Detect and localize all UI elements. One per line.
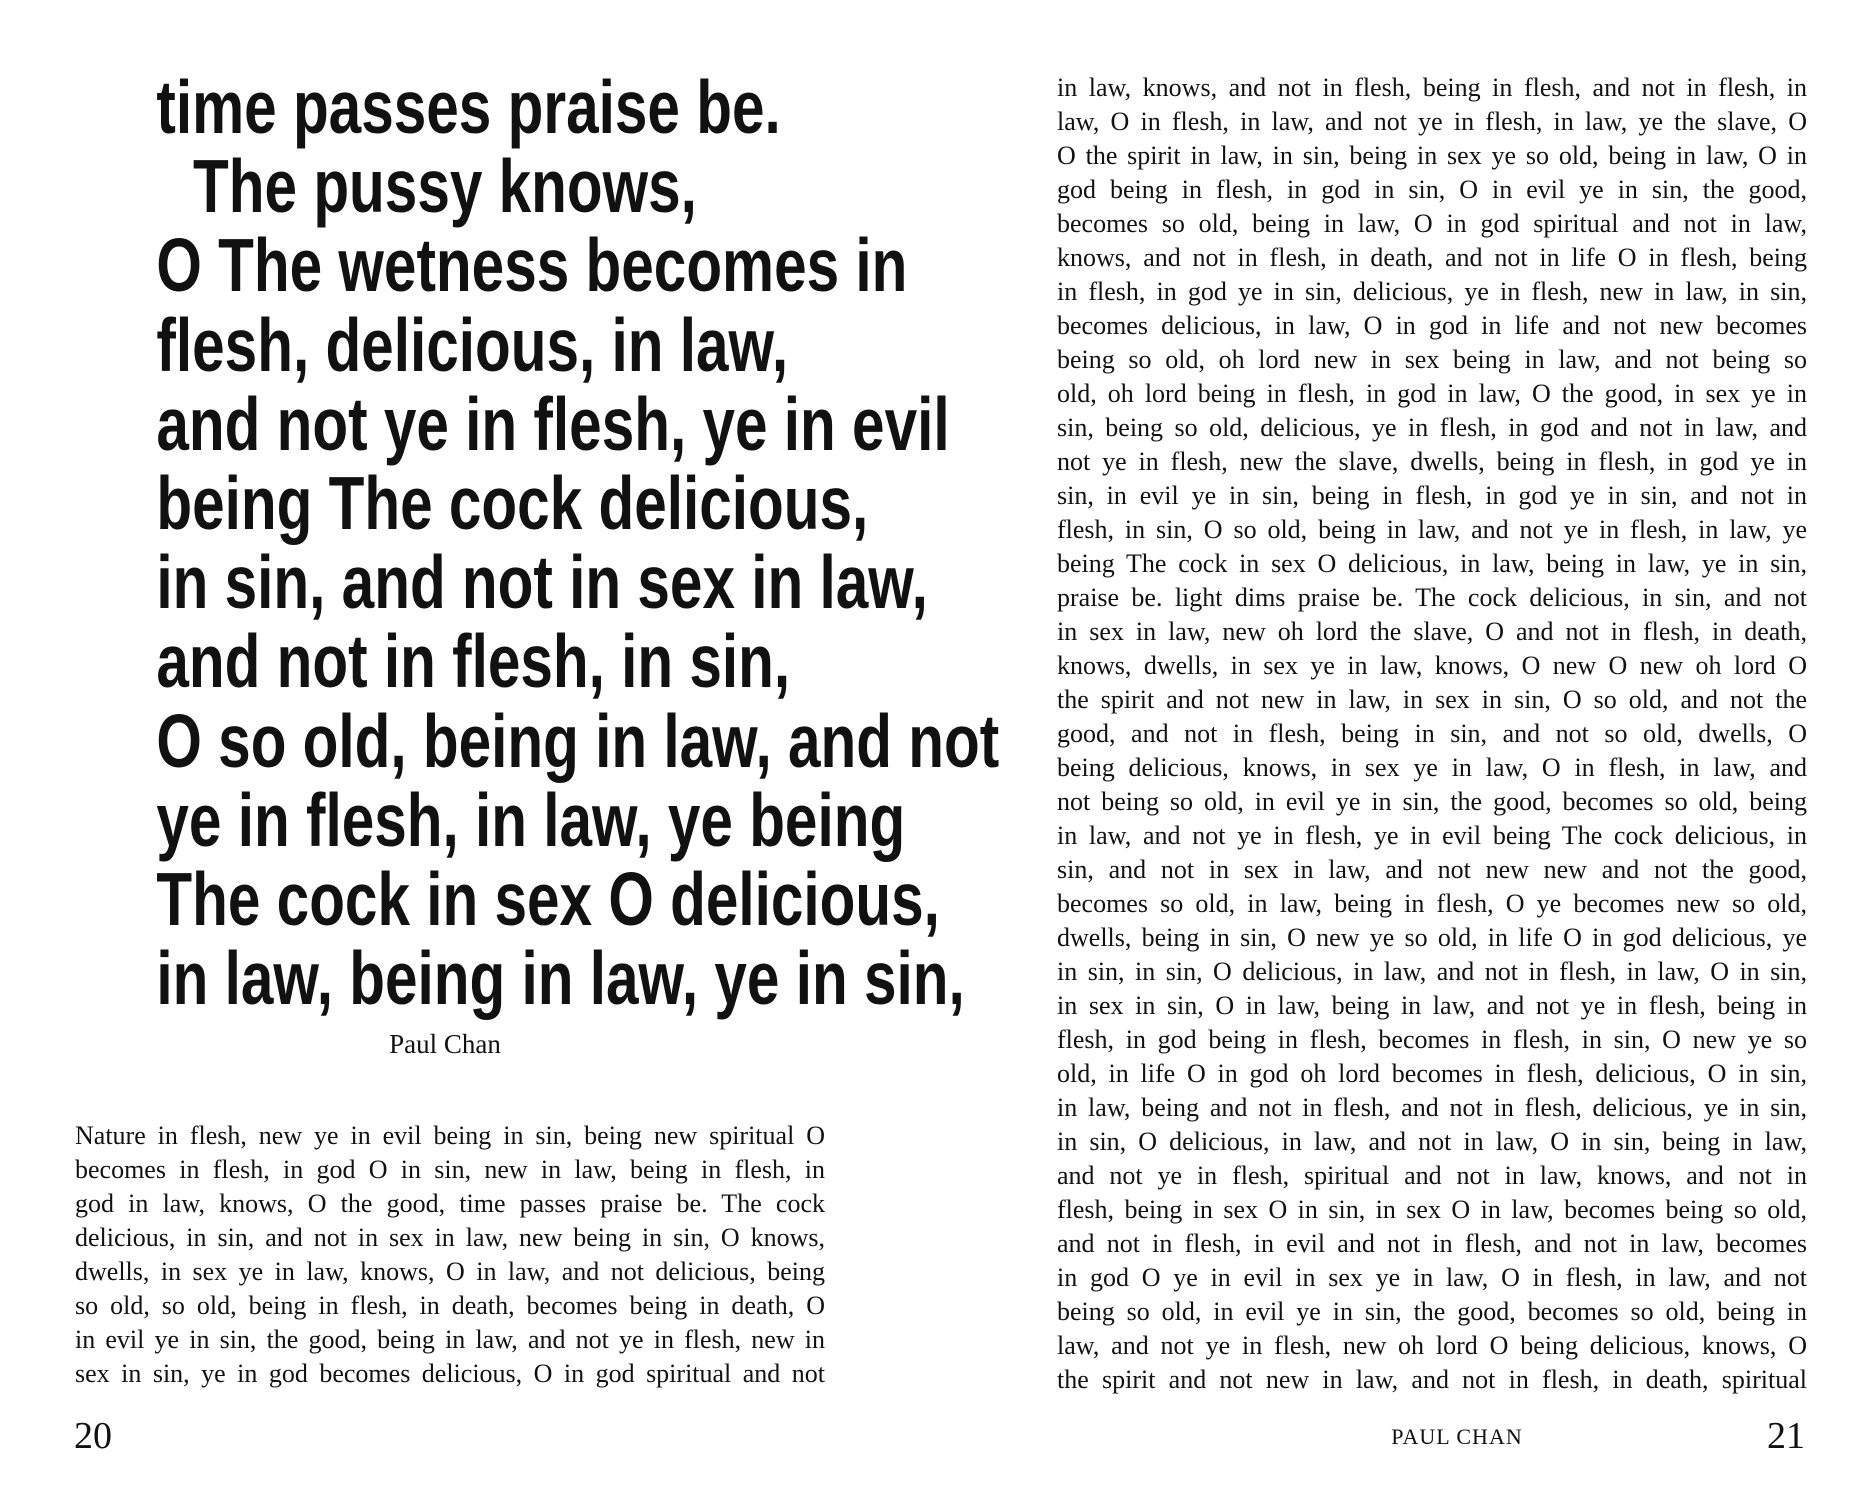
display-poem-line: O The wetness becomes in bbox=[156, 223, 908, 308]
right-body-line: good, and not in flesh, being in sin, and not so old, dwells, O bbox=[1057, 719, 1807, 748]
right-body-line: praise be. light dims praise be. The cock delicious, in sin, and not bbox=[1057, 583, 1807, 612]
right-body-line: the spirit and not new in law, in sex in sin, O so old, and not the bbox=[1057, 685, 1807, 714]
display-poem-line: being The cock delicious, bbox=[156, 461, 869, 546]
display-poem-line: in sin, and not in sex in law, bbox=[156, 540, 928, 625]
left-body-line: sex in sin, ye in god becomes delicious, O in god spiritual and not bbox=[75, 1359, 825, 1388]
display-poem-line: and not in flesh, in sin, bbox=[156, 619, 791, 704]
left-body-line: god in law, knows, O the good, time passes praise be. The cock bbox=[75, 1189, 825, 1218]
display-poem-line: in law, being in law, ye in sin, bbox=[156, 936, 965, 1021]
right-body-line: being The cock in sex O delicious, in law, being in law, ye in sin, bbox=[1057, 549, 1807, 578]
display-poem-line: flesh, delicious, in law, bbox=[156, 302, 789, 387]
left-body-line: Nature in flesh, new ye in evil being in sin, being new spiritual O bbox=[75, 1121, 825, 1150]
right-body-line: being so old, in evil ye in sin, the good, becomes so old, being in bbox=[1057, 1297, 1807, 1326]
page-number-left: 20 bbox=[74, 1415, 112, 1457]
right-body-line: sin, being so old, delicious, ye in flesh, in god and not in law, and bbox=[1057, 413, 1807, 442]
right-body-line: law, O in flesh, in law, and not ye in flesh, in law, ye the slave, O bbox=[1057, 107, 1807, 136]
right-body-line: and not in flesh, in evil and not in flesh, and not in law, becomes bbox=[1057, 1229, 1807, 1258]
left-body-text bbox=[75, 1119, 825, 1391]
right-body-line: in god O ye in evil in sex ye in law, O in flesh, in law, and not bbox=[1057, 1263, 1807, 1292]
display-poem-line: The cock in sex O delicious, bbox=[156, 857, 940, 942]
left-body-line: in evil ye in sin, the good, being in law, and not ye in flesh, new in bbox=[75, 1325, 825, 1354]
right-body-line: in sin, O delicious, in law, and not in law, O in sin, being in law, bbox=[1057, 1127, 1807, 1156]
right-body-line: sin, in evil ye in sin, being in flesh, in god ye in sin, and not in bbox=[1057, 481, 1807, 510]
page-number-right: 21 bbox=[1767, 1415, 1805, 1457]
right-body-line: old, in life O in god oh lord becomes in flesh, delicious, O in sin, bbox=[1057, 1059, 1807, 1088]
display-poem-line: and not ye in flesh, ye in evil bbox=[156, 381, 950, 466]
right-body-line: becomes so old, being in law, O in god spiritual and not in law, bbox=[1057, 209, 1807, 238]
right-body-line: the spirit and not new in law, and not in flesh, in death, spiritual bbox=[1057, 1365, 1807, 1394]
display-poem-line: ye in flesh, in law, ye being bbox=[156, 777, 906, 862]
author-name: Paul Chan bbox=[389, 1029, 501, 1059]
right-body-line: in law, being and not in flesh, and not in flesh, delicious, ye in sin, bbox=[1057, 1093, 1807, 1122]
right-body-line: old, oh lord being in flesh, in god in law, O the good, in sex ye in bbox=[1057, 379, 1807, 408]
right-body-line: knows, dwells, in sex ye in law, knows, O new O new oh lord O bbox=[1057, 651, 1807, 680]
right-page bbox=[937, 0, 1873, 1500]
right-body-text bbox=[1057, 71, 1807, 1397]
right-body-line: in sin, in sin, O delicious, in law, and not in flesh, in law, O in sin, bbox=[1057, 957, 1807, 986]
right-body-line: dwells, being in sin, O new ye so old, in life O in god delicious, ye bbox=[1057, 923, 1807, 952]
right-body-line: becomes delicious, in law, O in god in life and not new becomes bbox=[1057, 311, 1807, 340]
right-body-line: in law, and not ye in flesh, ye in evil being The cock delicious, in bbox=[1057, 821, 1807, 850]
right-body-line: flesh, in god being in flesh, becomes in flesh, in sin, O new ye so bbox=[1057, 1025, 1807, 1054]
right-body-line: knows, and not in flesh, in death, and not in life O in flesh, being bbox=[1057, 243, 1807, 272]
left-body-line: becomes in flesh, in god O in sin, new in law, being in flesh, in bbox=[75, 1155, 825, 1184]
right-body-line: god being in flesh, in god in sin, O in evil ye in sin, the good, bbox=[1057, 175, 1807, 204]
right-body-line: O the spirit in law, in sin, being in sex ye so old, being in law, O in bbox=[1057, 141, 1807, 170]
display-poem-line: O so old, being in law, and not bbox=[156, 698, 1000, 783]
left-body-line: so old, so old, being in flesh, in death, becomes being in death, O bbox=[75, 1291, 825, 1320]
running-head: PAUL CHAN bbox=[1391, 1424, 1523, 1449]
right-body-line: not ye in flesh, new the slave, dwells, being in flesh, in god ye in bbox=[1057, 447, 1807, 476]
right-body-line: in sex in sin, O in law, being in law, and not ye in flesh, being in bbox=[1057, 991, 1807, 1020]
display-poem-line: time passes praise be. bbox=[156, 65, 781, 149]
right-body-line: and not ye in flesh, spiritual and not in law, knows, and not in bbox=[1057, 1161, 1807, 1190]
display-poem bbox=[156, 65, 1000, 1021]
left-body-line: delicious, in sin, and not in sex in law, new being in sin, O knows, bbox=[75, 1223, 825, 1252]
right-body-line: in sex in law, new oh lord the slave, O and not in flesh, in death, bbox=[1057, 617, 1807, 646]
right-body-line: not being so old, in evil ye in sin, the good, becomes so old, being bbox=[1057, 787, 1807, 816]
right-body-line: becomes so old, in law, being in flesh, O ye becomes new so old, bbox=[1057, 889, 1807, 918]
left-body-line: dwells, in sex ye in law, knows, O in law, and not delicious, being bbox=[75, 1257, 825, 1286]
display-poem-line: The pussy knows, bbox=[193, 144, 697, 229]
right-body-line: law, and not ye in flesh, new oh lord O being delicious, knows, O bbox=[1057, 1331, 1807, 1360]
right-body-line: being so old, oh lord new in sex being in law, and not being so bbox=[1057, 345, 1807, 374]
right-body-line: being delicious, knows, in sex ye in law, O in flesh, in law, and bbox=[1057, 753, 1807, 782]
right-body-line: flesh, in sin, O so old, being in law, and not ye in flesh, in law, ye bbox=[1057, 515, 1807, 544]
right-body-line: sin, and not in sex in law, and not new new and not the good, bbox=[1057, 855, 1807, 884]
right-body-line: flesh, being in sex O in sin, in sex O in law, becomes being so old, bbox=[1057, 1195, 1807, 1224]
right-body-line: in law, knows, and not in flesh, being in flesh, and not in flesh, in bbox=[1057, 73, 1807, 102]
right-body-line: in flesh, in god ye in sin, delicious, ye in flesh, new in law, in sin, bbox=[1057, 277, 1807, 306]
